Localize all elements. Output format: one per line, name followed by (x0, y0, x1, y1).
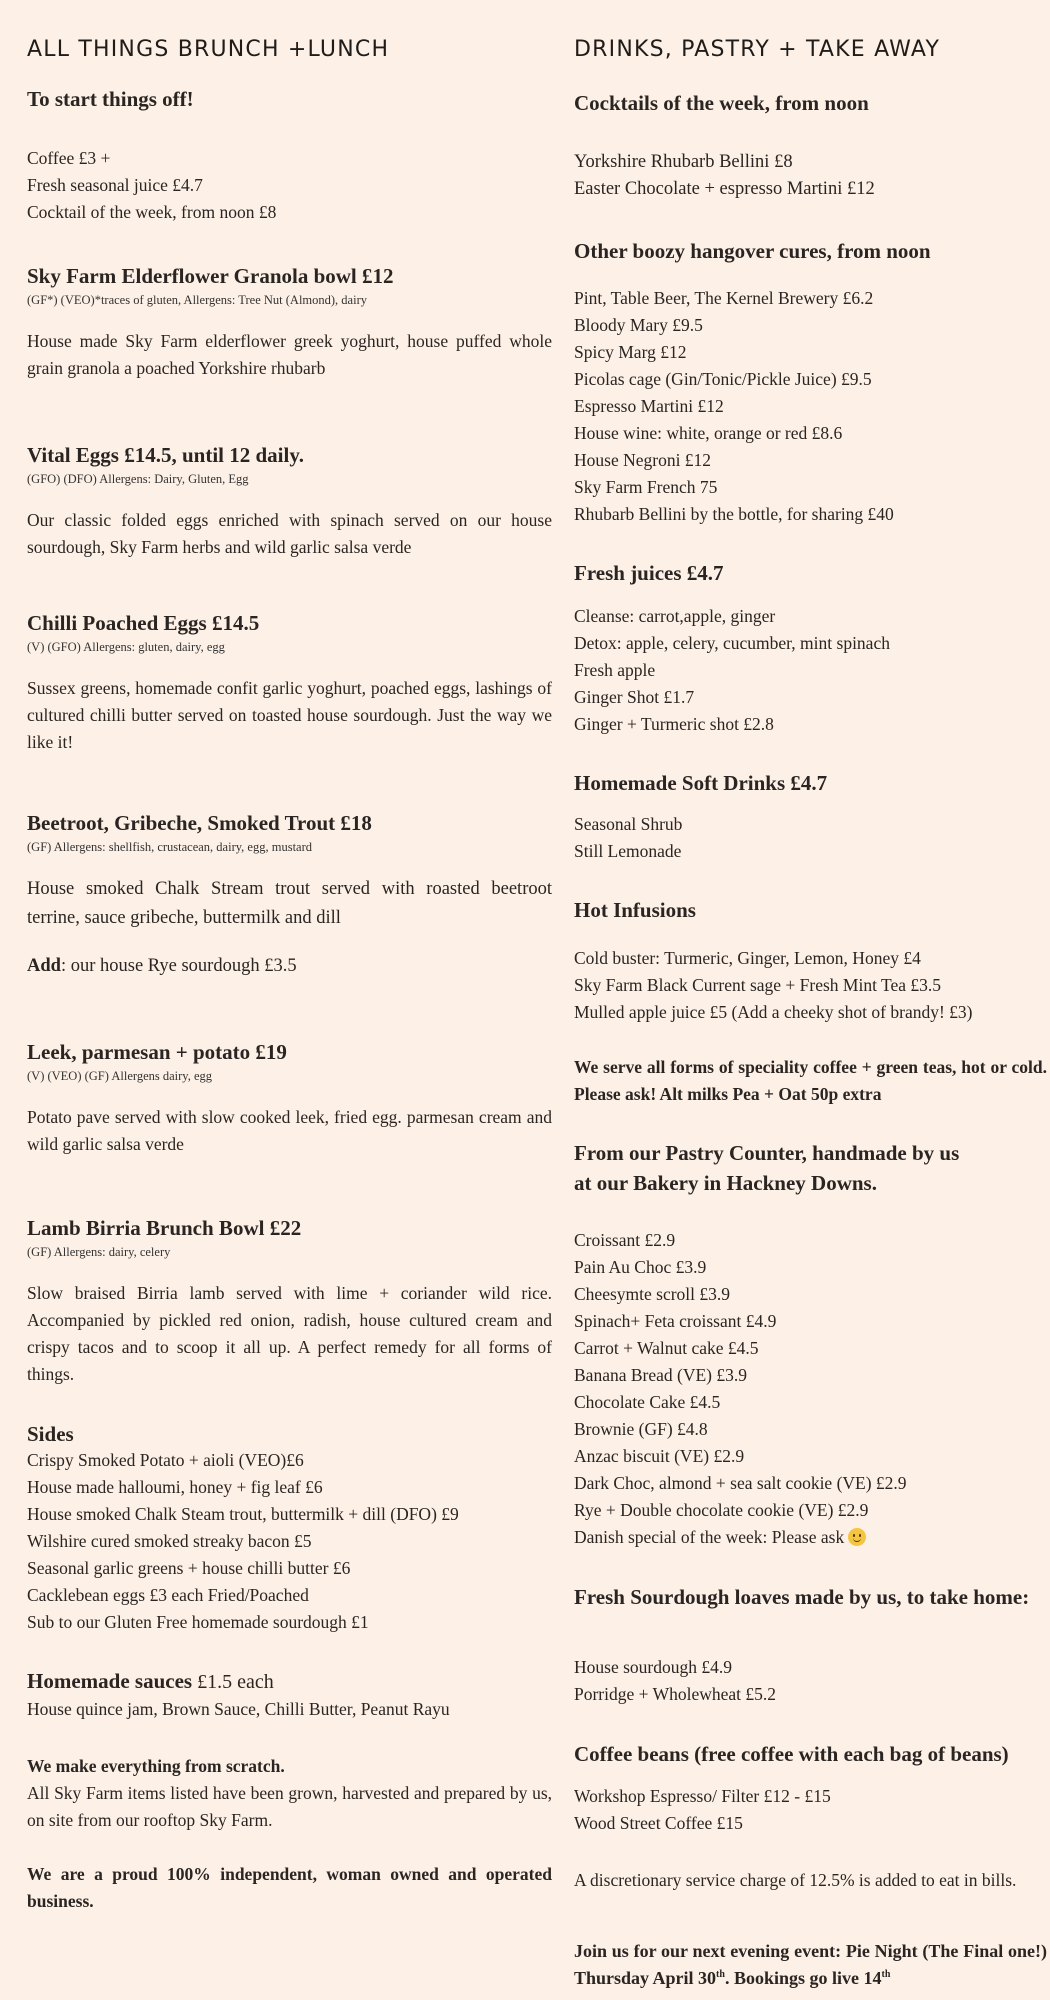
cocktails-section (574, 90, 1047, 116)
leek-allergens: (V) (VEO) (GF) Allergens dairy, egg (27, 1069, 213, 1083)
right-column (574, 0, 1047, 1988)
right-column-title: DRINKS, PASTRY + TAKE AWAY (574, 37, 941, 62)
juices-items (574, 603, 1047, 738)
list-item: Brownie (GF) £4.8 (574, 1419, 708, 1439)
start-items (27, 145, 552, 226)
beetroot-section (27, 810, 552, 980)
list-item: House sourdough £4.9 (574, 1657, 732, 1677)
list-item: Dark Choc, almond + sea salt cookie (VE) £2.9 (574, 1473, 907, 1493)
lamb-heading: Lamb Birria Brunch Bowl £22 (27, 1216, 302, 1240)
left-column-title: ALL THINGS BRUNCH +LUNCH (27, 37, 390, 62)
list-item: Seasonal Shrub (574, 814, 683, 834)
list-item: Spinach+ Feta croissant £4.9 (574, 1311, 777, 1331)
service-section (574, 1867, 1047, 1894)
list-item: Still Lemonade (574, 841, 682, 861)
infusions-heading: Hot Infusions (574, 898, 696, 922)
list-item: House Negroni £12 (574, 450, 712, 470)
sauces-heading-line (27, 1668, 552, 1696)
loaves-items (574, 1654, 1047, 1708)
beans-heading: Coffee beans (free coffee with each bag of beans) (574, 1742, 1009, 1766)
danish-text: Danish special of the week: Please ask (574, 1527, 845, 1547)
sides-section (27, 1421, 552, 1636)
chilli-eggs-allergens: (V) (GFO) Allergens: gluten, dairy, egg (27, 640, 225, 654)
leek-heading: Leek, parmesan + potato £19 (27, 1040, 287, 1064)
add-text: : our house Rye sourdough £3.5 (60, 956, 297, 976)
list-item: House smoked Chalk Steam trout, buttermilk + dill (DFO) £9 (27, 1504, 459, 1524)
vital-eggs-heading: Vital Eggs £14.5, until 12 daily. (27, 443, 304, 467)
boozy-section (574, 238, 1047, 264)
event-text-1: Join us for our next evening event: Pie Night (The Final one!) Thursday April 30 (574, 1941, 1047, 1988)
list-item: Porridge + Wholewheat £5.2 (574, 1684, 777, 1704)
list-item: Fresh apple (574, 660, 656, 680)
list-item: Easter Chocolate + espresso Martini £12 (574, 179, 875, 199)
lamb-allergens: (GF) Allergens: dairy, celery (27, 1245, 171, 1259)
list-item: Sky Farm French 75 (574, 477, 718, 497)
vital-eggs-section (27, 442, 552, 561)
pastry-heading-1: From our Pastry Counter, handmade by us (574, 1141, 960, 1165)
list-item: Pint, Table Beer, The Kernel Brewery £6.2 (574, 288, 874, 308)
beetroot-allergens: (GF) Allergens: shellfish, crustacean, dairy, egg, mustard (27, 840, 312, 854)
vital-eggs-allergens: (GFO) (DFO) Allergens: Dairy, Gluten, Egg (27, 472, 249, 486)
list-item: Croissant £2.9 (574, 1230, 676, 1250)
event-section (574, 1938, 1047, 1992)
list-item: Cleanse: carrot,apple, ginger (574, 606, 776, 626)
list-item: Cacklebean eggs £3 each Fried/Poached (27, 1585, 309, 1605)
list-item: Rye + Double chocolate cookie (VE) £2.9 (574, 1500, 869, 1520)
list-item: Yorkshire Rhubarb Bellini £8 (574, 152, 793, 172)
scratch-section (27, 1753, 552, 1834)
event-sup-2: th (881, 1969, 891, 1980)
lamb-description: Slow braised Birria lamb served with lime + coriander wild rice. Accompanied by pickled red onion, radish, house cultured cream and crispy tacos and to scoop it all up. A perfect remedy for all forms of things. (27, 1283, 552, 1384)
loaves-heading: Fresh Sourdough loaves made by us, to take home: (574, 1585, 1030, 1609)
list-item: Espresso Martini £12 (574, 396, 724, 416)
list-item: Detox: apple, celery, cucumber, mint spinach (574, 633, 890, 653)
proud-statement: We are a proud 100% independent, woman owned and operated business. (27, 1864, 552, 1911)
scratch-heading: We make everything from scratch. (27, 1756, 285, 1776)
list-item: Sub to our Gluten Free homemade sourdough £1 (27, 1612, 369, 1632)
pastry-items (574, 1227, 1047, 1551)
sauces-price: £1.5 each (192, 1671, 274, 1693)
beetroot-heading: Beetroot, Gribeche, Smoked Trout £18 (27, 811, 372, 835)
event-text (574, 1938, 1047, 1992)
list-item: Wilshire cured smoked streaky bacon £5 (27, 1531, 312, 1551)
beans-section (574, 1741, 1047, 1767)
add-label: Add (27, 956, 61, 976)
event-text-2: . Bookings go live 14 (724, 1968, 882, 1988)
chilli-eggs-heading: Chilli Poached Eggs £14.5 (27, 611, 260, 635)
sides-heading: Sides (27, 1422, 74, 1446)
list-item: Bloody Mary £9.5 (574, 315, 703, 335)
pastry-heading-2: at our Bakery in Hackney Downs. (574, 1171, 877, 1195)
beans-items (574, 1783, 1047, 1837)
list-item: Seasonal garlic greens + house chilli butter £6 (27, 1558, 351, 1578)
proud-section (27, 1861, 552, 1915)
list-item: Cheesymte scroll £3.9 (574, 1284, 731, 1304)
chilli-eggs-description: Sussex greens, homemade confit garlic yoghurt, poached eggs, lashings of cultured chilli butter served on toasted house sourdough. Just the way we like it! (27, 678, 552, 752)
service-charge: A discretionary service charge of 12.5% is added to eat in bills. (574, 1870, 1017, 1890)
coffee-note-section (574, 1054, 1047, 1108)
cocktails-heading: Cocktails of the week, from noon (574, 91, 869, 115)
lamb-section (27, 1215, 552, 1388)
leek-section (27, 1039, 552, 1158)
vital-eggs-description: Our classic folded eggs enriched with spinach served on our house sourdough, Sky Farm herbs and wild garlic salsa verde (27, 510, 552, 557)
list-item: Spicy Marg £12 (574, 342, 687, 362)
list-item: Banana Bread (VE) £3.9 (574, 1365, 747, 1385)
beetroot-add (27, 953, 552, 980)
event-sup-1: th (716, 1969, 725, 1980)
list-item: Chocolate Cake £4.5 (574, 1392, 721, 1412)
list-item: Cold buster: Turmeric, Ginger, Lemon, Honey £4 (574, 948, 921, 968)
list-item: Mulled apple juice £5 (Add a cheeky shot of brandy! £3) (574, 1002, 973, 1022)
list-item: Fresh seasonal juice £4.7 (27, 175, 203, 195)
loaves-section (574, 1582, 1047, 1612)
list-item: Carrot + Walnut cake £4.5 (574, 1338, 759, 1358)
granola-section (27, 263, 552, 382)
list-item: Wood Street Coffee £15 (574, 1813, 743, 1833)
scratch-description: All Sky Farm items listed have been grown, harvested and prepared by us, on site from our rooftop Sky Farm. (27, 1783, 552, 1830)
coffee-note: We serve all forms of speciality coffee + green teas, hot or cold. Please ask! Alt milks Pea + Oat 50p extra (574, 1057, 1047, 1104)
list-item: Ginger Shot £1.7 (574, 687, 695, 707)
soft-drinks-heading: Homemade Soft Drinks £4.7 (574, 771, 828, 795)
soft-drinks-section (574, 770, 1047, 796)
list-item: Cocktail of the week, from noon £8 (27, 202, 277, 222)
infusions-section (574, 897, 1047, 923)
beetroot-description: House smoked Chalk Stream trout served with roasted beetroot terrine, sauce gribeche, buttermilk and dill (27, 879, 552, 928)
list-item: House made halloumi, honey + fig leaf £6 (27, 1477, 323, 1497)
start-section (27, 86, 552, 112)
list-item: Coffee £3 + (27, 148, 111, 168)
list-item: Workshop Espresso/ Filter £12 - £15 (574, 1786, 831, 1806)
boozy-heading: Other boozy hangover cures, from noon (574, 239, 931, 263)
start-heading: To start things off! (27, 87, 194, 111)
granola-allergens: (GF*) (VEO)*traces of gluten, Allergens: Tree Nut (Almond), dairy (27, 293, 367, 307)
chilli-eggs-section (27, 610, 552, 756)
list-item: Crispy Smoked Potato + aioli (VEO)£6 (27, 1450, 304, 1470)
list-item: House wine: white, orange or red £8.6 (574, 423, 843, 443)
list-item: Anzac biscuit (VE) £2.9 (574, 1446, 745, 1466)
smiley-icon (848, 1528, 866, 1546)
list-item: Ginger + Turmeric shot £2.8 (574, 714, 774, 734)
sauces-items: House quince jam, Brown Sauce, Chilli Butter, Peanut Rayu (27, 1699, 450, 1719)
list-item: Picolas cage (Gin/Tonic/Pickle Juice) £9.5 (574, 369, 872, 389)
boozy-items (574, 285, 1047, 528)
cocktails-items (574, 149, 1047, 203)
infusions-items (574, 945, 1047, 1026)
list-item: Pain Au Choc £3.9 (574, 1257, 707, 1277)
granola-description: House made Sky Farm elderflower greek yoghurt, house puffed whole grain granola a poached Yorkshire rhubarb (27, 331, 552, 378)
left-column (27, 0, 552, 1911)
danish-item (574, 1524, 1047, 1551)
granola-heading: Sky Farm Elderflower Granola bowl £12 (27, 264, 394, 288)
soft-drinks-items (574, 811, 1047, 865)
pastry-section (574, 1138, 1047, 1198)
juices-section (574, 560, 1047, 586)
sauces-heading: Homemade sauces (27, 1669, 193, 1693)
list-item: Rhubarb Bellini by the bottle, for sharing £40 (574, 504, 894, 524)
juices-heading: Fresh juices £4.7 (574, 561, 724, 585)
leek-description: Potato pave served with slow cooked leek, fried egg. parmesan cream and wild garlic salsa verde (27, 1107, 552, 1154)
sauces-section (27, 1668, 552, 1723)
list-item: Sky Farm Black Current sage + Fresh Mint Tea £3.5 (574, 975, 942, 995)
